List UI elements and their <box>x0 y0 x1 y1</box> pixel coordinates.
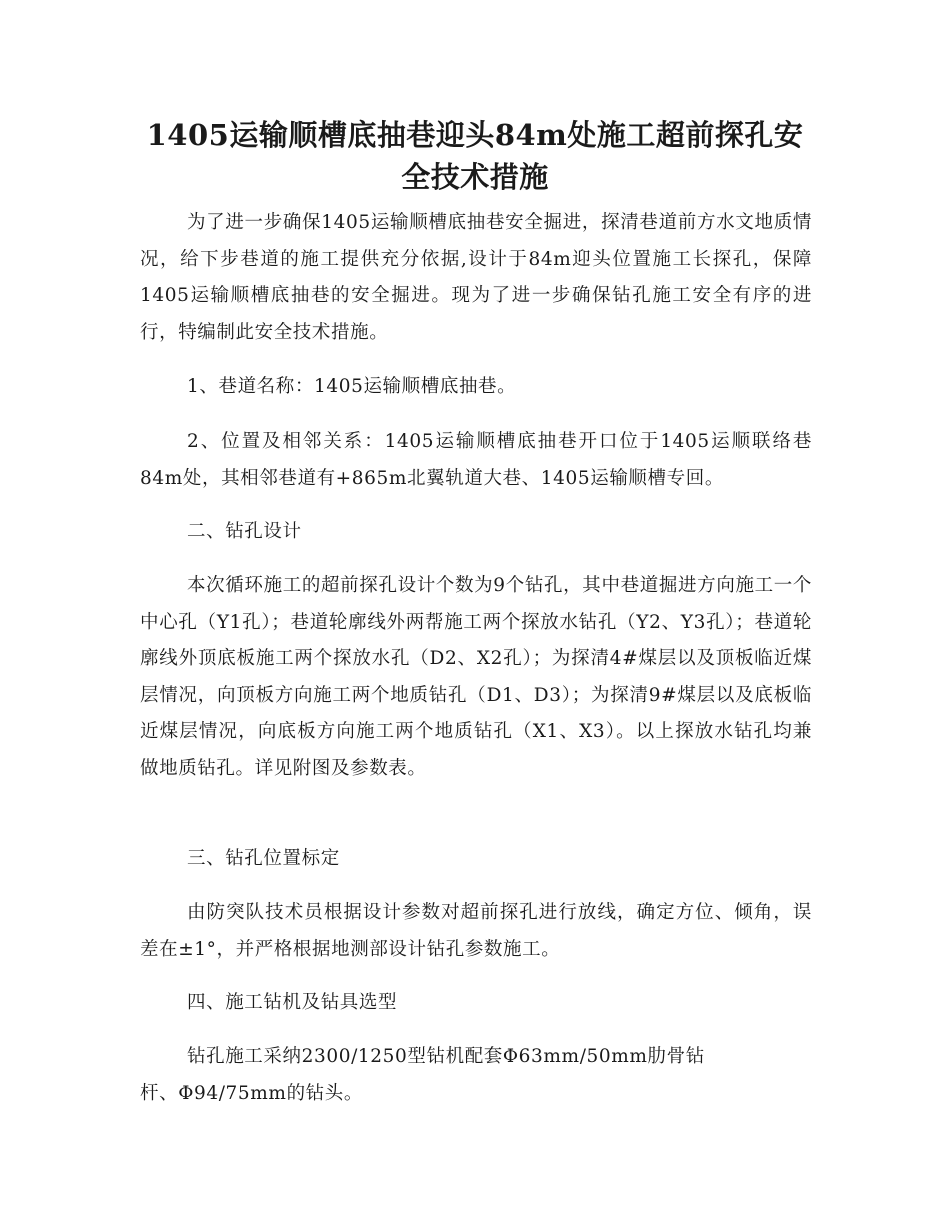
document-title <box>120 114 830 198</box>
section-4-body-line-2: 杆、Φ94/75mm的钻头。 <box>140 1082 363 1104</box>
item-1-roadway-name: 1、巷道名称：1405运输顺槽底抽巷。 <box>187 376 517 397</box>
section-4-heading: 四、施工钻机及钻具选型 <box>187 992 398 1013</box>
section-3-heading: 三、钻孔位置标定 <box>187 848 340 869</box>
title-line-1: 1405运输顺槽底抽巷迎头84m处施工超前探孔安 <box>146 118 804 152</box>
section-4-body-line-1: 钻孔施工采纳2300/1250型钻机配套Φ63mm/50mm肋骨钻 <box>187 1046 705 1067</box>
intro-paragraph: 为了进一步确保1405运输顺槽底抽巷安全掘进，探清巷道前方水文地质情况，给下步巷道的施工提供充分依据,设计于84m迎头位置施工长探孔，保障1405运输顺槽底抽巷的安全掘进。现为了进一步确保钻孔施工安全有序的进行，特编制此安全技术措施。 <box>140 212 812 343</box>
section-3-body: 由防突队技术员根据设计参数对超前探孔进行放线，确定方位、倾角，误差在±1°，并严格根据地测部设计钻孔参数施工。 <box>140 902 812 960</box>
title-line-2: 全技术措施 <box>401 160 549 194</box>
section-2-heading: 二、钻孔设计 <box>187 521 302 542</box>
section-2-body: 本次循环施工的超前探孔设计个数为9个钻孔，其中巷道掘进方向施工一个中心孔（Y1孔）；巷道轮廓线外两帮施工两个探放水钻孔（Y2、Y3孔）；巷道轮廓线外顶底板施工两个探放水孔（D2、X2孔）；为探清4#煤层以及顶板临近煤层情况，向顶板方向施工两个地质钻孔（D1、D3）；为探清9#煤层以及底板临近煤层情况，向底板方向施工两个地质钻孔（X1、X3）。以上探放水钻孔均兼做地质钻孔。详见附图及参数表。 <box>140 575 812 779</box>
section-4-body <box>140 1039 812 1112</box>
item-2-location: 2、位置及相邻关系：1405运输顺槽底抽巷开口位于1405运顺联络巷84m处，其相邻巷道有+865m北翼轨道大巷、1405运输顺槽专回。 <box>140 431 812 489</box>
